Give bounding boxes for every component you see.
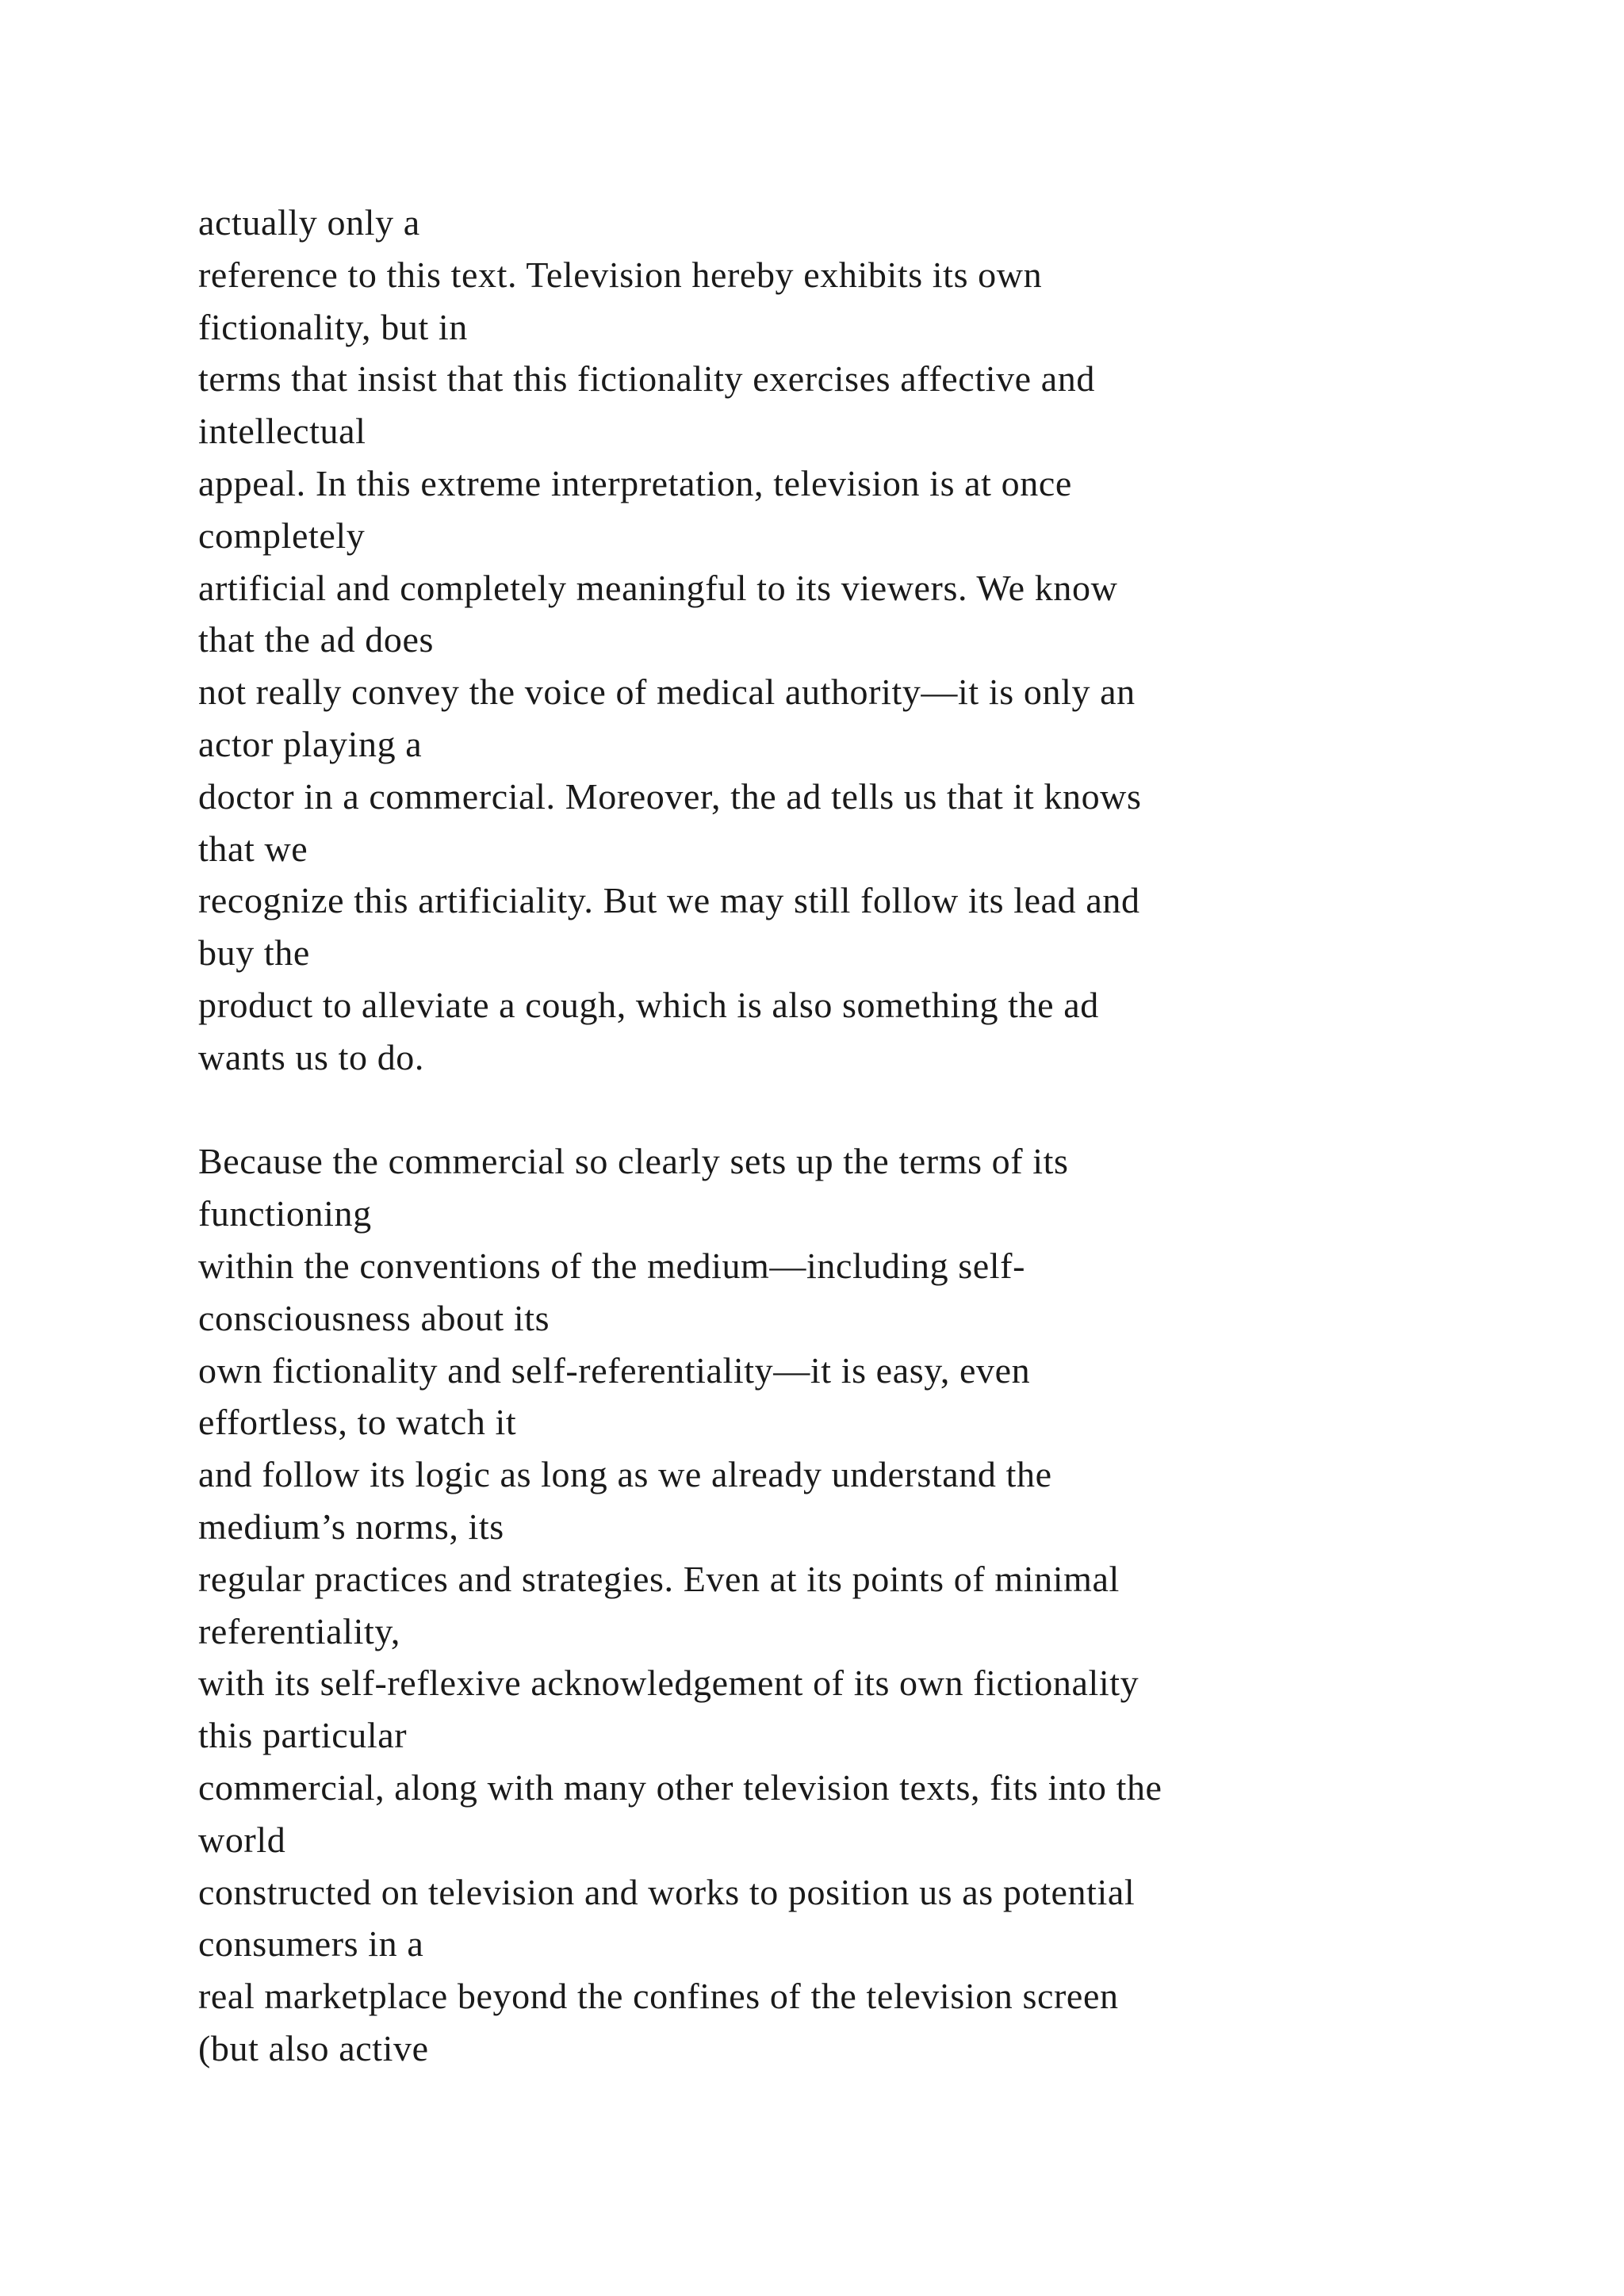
text-line: reference to this text. Television hereby exhibits its own <box>198 254 1043 295</box>
text-line: artificial and completely meaningful to its viewers. We know <box>198 567 1118 608</box>
text-line: actually only a <box>198 202 420 243</box>
text-line: referentiality, <box>198 1610 401 1651</box>
text-line: consumers in a <box>198 1923 424 1965</box>
text-line: constructed on television and works to position us as potential <box>198 1871 1136 1912</box>
text-line: actor playing a <box>198 723 423 764</box>
text-line: Because the commercial so clearly sets up the terms of its <box>198 1141 1069 1182</box>
text-line: real marketplace beyond the confines of the television screen <box>198 1976 1119 2017</box>
text-line: own fictionality and self-referentiality—it is easy, even <box>198 1349 1031 1391</box>
text-line: recognize this artificiality. But we may still follow its lead and <box>198 880 1140 921</box>
text-line: intellectual <box>198 411 366 452</box>
text-line: that the ad does <box>198 619 435 660</box>
paragraph-1 <box>198 197 1562 1084</box>
text-line: doctor in a commercial. Moreover, the ad tells us that it knows <box>198 775 1142 817</box>
text-line: medium’s norms, its <box>198 1506 504 1547</box>
text-line: product to alleviate a cough, which is also something the ad <box>198 984 1099 1025</box>
text-line: regular practices and strategies. Even at its points of minimal <box>198 1558 1120 1599</box>
text-line: appeal. In this extreme interpretation, television is at once <box>198 462 1072 503</box>
text-line: this particular <box>198 1715 408 1756</box>
text-line: completely <box>198 515 366 556</box>
text-line: consciousness about its <box>198 1297 550 1338</box>
text-line: functioning <box>198 1193 372 1234</box>
paragraph-2 <box>198 1135 1562 2074</box>
text-line: with its self-reflexive acknowledgement of its own fictionality <box>198 1663 1139 1704</box>
text-line: buy the <box>198 932 310 974</box>
text-line: wants us to do. <box>198 1036 424 1077</box>
text-line: world <box>198 1819 286 1860</box>
text-line: (but also active <box>198 2027 429 2068</box>
document-page <box>198 197 1562 2075</box>
text-line: fictionality, but in <box>198 306 468 347</box>
text-line: effortless, to watch it <box>198 1402 517 1443</box>
text-line: that we <box>198 828 308 869</box>
text-line: commercial, along with many other television texts, fits into the <box>198 1766 1162 1808</box>
text-line: not really convey the voice of medical authority—it is only an <box>198 672 1136 713</box>
text-line: within the conventions of the medium—including self- <box>198 1245 1026 1286</box>
text-line: terms that insist that this fictionality exercises affective and <box>198 358 1096 400</box>
text-line: and follow its logic as long as we already understand the <box>198 1454 1052 1495</box>
